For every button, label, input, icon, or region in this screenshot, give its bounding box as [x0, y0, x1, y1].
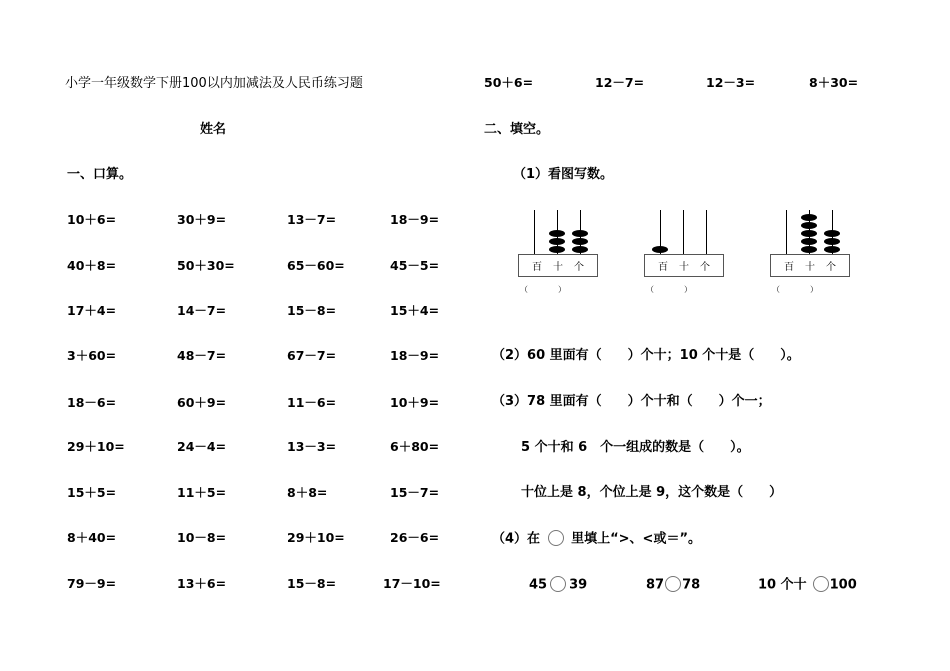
problem: 11－6=: [287, 395, 337, 410]
problem: 15－8=: [287, 303, 337, 318]
compare-right: 39: [569, 577, 588, 593]
problem: 15－7=: [390, 485, 440, 500]
abacus-place-label: 百: [532, 262, 542, 273]
abacus-bead: [549, 230, 565, 237]
answer-paren-close: ）: [810, 285, 818, 294]
answer-paren-close: ）: [684, 285, 692, 294]
problem: 3＋60=: [67, 348, 117, 363]
problem: 13＋6=: [177, 576, 227, 591]
abacus-bead: [801, 230, 817, 237]
problem: 14－7=: [177, 303, 227, 318]
problem: 60＋9=: [177, 395, 227, 410]
compare-left: 10 个十: [758, 577, 807, 593]
abacus-bead: [801, 246, 817, 253]
compare-circle-icon[interactable]: [813, 576, 829, 592]
problem: 40＋8=: [67, 258, 117, 273]
problem: 13－7=: [287, 212, 337, 227]
problem: 15－8=: [287, 576, 337, 591]
abacus: [518, 210, 598, 298]
abacus: [644, 210, 724, 298]
compare-item: [758, 577, 857, 593]
page-title: 小学一年级数学下册100以内加减法及人民币练习题: [65, 76, 363, 91]
problem: 79－9=: [67, 576, 117, 591]
question-3a: （3）78 里面有（ ）个十和（ ）个一；: [492, 394, 771, 409]
problem: 50＋30=: [177, 258, 235, 273]
problem: 26－6=: [390, 530, 440, 545]
answer-paren-open: （: [772, 285, 780, 294]
abacus-place-label: 个: [826, 262, 836, 273]
problem: 67－7=: [287, 348, 337, 363]
problem: 8＋30=: [809, 75, 859, 90]
question-4: [492, 531, 701, 547]
abacus-rod: [786, 210, 787, 254]
abacus-place-label: 十: [805, 262, 815, 273]
abacus-place-label: 十: [679, 262, 689, 273]
abacus-place-label: 十: [553, 262, 563, 273]
abacus-rod: [706, 210, 707, 254]
abacus-base: [518, 254, 598, 277]
compare-circle-icon[interactable]: [665, 576, 681, 592]
abacus-bead: [572, 246, 588, 253]
problem: 12－3=: [706, 75, 756, 90]
name-label: 姓名: [200, 122, 227, 137]
problem: 15＋4=: [390, 303, 440, 318]
problem: 24－4=: [177, 439, 227, 454]
problem: 8＋40=: [67, 530, 117, 545]
compare-left: 45: [529, 577, 548, 593]
problem: 18－6=: [67, 395, 117, 410]
abacus-bead: [801, 214, 817, 221]
abacus-bead: [549, 238, 565, 245]
problem: 65－60=: [287, 258, 345, 273]
problem: 10＋6=: [67, 212, 117, 227]
section2-heading: 二、填空。: [484, 122, 550, 137]
answer-paren-open: （: [520, 285, 528, 294]
problem: 18－9=: [390, 348, 440, 363]
abacus-rod: [534, 210, 535, 254]
problem: 17＋4=: [67, 303, 117, 318]
problem: 30＋9=: [177, 212, 227, 227]
q4-prefix: （4）在: [492, 531, 541, 547]
problem: 48－7=: [177, 348, 227, 363]
problem: 50＋6=: [484, 75, 534, 90]
problem: 12－7=: [595, 75, 645, 90]
abacus-place-label: 百: [658, 262, 668, 273]
question-1: （1）看图写数。: [513, 167, 614, 182]
problem: 17－10=: [383, 576, 441, 591]
abacus-bead: [824, 238, 840, 245]
abacus-bead: [801, 238, 817, 245]
problem: 29＋10=: [287, 530, 345, 545]
problem: 11＋5=: [177, 485, 227, 500]
problem: 8＋8=: [287, 485, 328, 500]
q4-suffix: 里填上“>、<或＝”。: [571, 531, 701, 547]
abacus-bead: [652, 246, 668, 253]
question-2: （2）60 里面有（ ）个十；10 个十是（ ）。: [492, 348, 800, 363]
problem: 15＋5=: [67, 485, 117, 500]
problem: 18－9=: [390, 212, 440, 227]
abacus-bead: [572, 230, 588, 237]
compare-item: [646, 577, 700, 593]
problem: 10＋9=: [390, 395, 440, 410]
problem: 13－3=: [287, 439, 337, 454]
problem: 29＋10=: [67, 439, 125, 454]
question-3c: 十位上是 8，个位上是 9，这个数是（ ）: [521, 485, 783, 500]
abacus-bead: [801, 222, 817, 229]
problem: 6＋80=: [390, 439, 440, 454]
abacus-rod: [683, 210, 684, 254]
problem: 10－8=: [177, 530, 227, 545]
compare-right: 78: [682, 577, 701, 593]
abacus-bead: [549, 246, 565, 253]
abacus-bead: [824, 246, 840, 253]
answer-paren-open: （: [646, 285, 654, 294]
abacus-bead: [824, 230, 840, 237]
abacus: [770, 210, 850, 298]
compare-circle-icon: [548, 530, 564, 546]
question-3b: 5 个十和 6 个一组成的数是（ ）。: [521, 440, 750, 455]
compare-left: 87: [646, 577, 665, 593]
answer-paren-close: ）: [558, 285, 566, 294]
abacus-place-label: 百: [784, 262, 794, 273]
section1-heading: 一、口算。: [67, 167, 133, 182]
abacus-base: [644, 254, 724, 277]
compare-circle-icon[interactable]: [550, 576, 566, 592]
compare-item: [529, 577, 587, 593]
abacus-base: [770, 254, 850, 277]
problem: 45－5=: [390, 258, 440, 273]
abacus-bead: [572, 238, 588, 245]
abacus-place-label: 个: [574, 262, 584, 273]
compare-right: 100: [829, 577, 857, 593]
abacus-place-label: 个: [700, 262, 710, 273]
